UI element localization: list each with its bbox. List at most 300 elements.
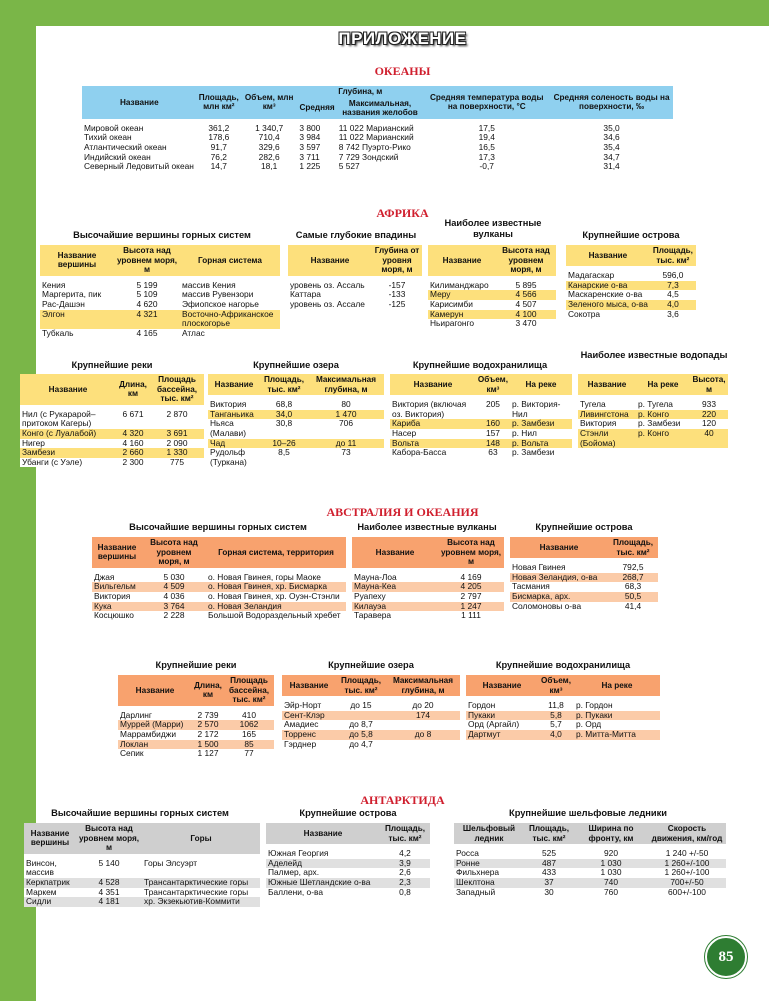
table-row bbox=[208, 410, 384, 420]
table-cell: Канарские о-ва bbox=[566, 281, 650, 291]
table-cell: Дартмут bbox=[466, 730, 538, 740]
table-row bbox=[208, 419, 384, 438]
table-cell: 5 895 bbox=[515, 279, 537, 290]
antarctica-shelves-table bbox=[454, 823, 726, 897]
page-title: ПРИЛОЖЕНИЕ bbox=[338, 29, 467, 48]
col-header: Название вершины bbox=[24, 823, 76, 854]
col-header: Название bbox=[118, 675, 192, 706]
table-cell: 91,7 bbox=[210, 141, 227, 152]
australia-reservoirs-table bbox=[466, 675, 660, 740]
col-header: Название вершины bbox=[40, 245, 114, 276]
section-title-africa: АФРИКА bbox=[376, 206, 429, 220]
table-cell: р. Пукаки bbox=[574, 711, 660, 721]
table-cell: 17,5 bbox=[478, 122, 495, 133]
table-cell: 14,7 bbox=[210, 161, 227, 172]
col-header: Название bbox=[510, 537, 608, 558]
table-cell: 4 528 bbox=[76, 878, 142, 888]
table-cell: 220 bbox=[690, 410, 728, 420]
col-header: Высота над уровнем моря, м bbox=[114, 245, 180, 276]
table-cell: 5 030 bbox=[163, 571, 185, 582]
table-cell: Мауна-Лоа bbox=[354, 571, 397, 582]
table-cell: Конго (с Луалабой) bbox=[20, 429, 116, 439]
table-row bbox=[428, 319, 556, 329]
col-header: Название bbox=[466, 675, 538, 696]
table-cell: Вильгельм bbox=[92, 582, 142, 592]
table-row bbox=[20, 458, 204, 468]
table-cell: 2 090 bbox=[166, 437, 188, 448]
antarctica-peaks-table bbox=[24, 823, 260, 907]
table-cell: 5 140 bbox=[98, 857, 120, 868]
table-row bbox=[24, 859, 260, 878]
col-header: Название вершины bbox=[92, 537, 142, 568]
table-row bbox=[390, 400, 572, 419]
table-cell: р. Виктория-Нил bbox=[512, 399, 561, 419]
table-cell: 4 100 bbox=[496, 310, 556, 320]
col-header: Название bbox=[578, 374, 636, 395]
col-header: Средняя bbox=[297, 98, 336, 119]
table-cell: до 4,7 bbox=[349, 738, 373, 749]
table-title: Крупнейшие водохранилища bbox=[495, 660, 631, 670]
table-cell: Насер bbox=[392, 427, 417, 438]
col-header: Название bbox=[566, 245, 650, 266]
table-cell: 85 bbox=[224, 740, 274, 750]
table-cell: 35,0 bbox=[603, 122, 620, 133]
table-cell bbox=[386, 740, 460, 750]
table-cell: 77 bbox=[244, 748, 254, 759]
table-cell: 1062 bbox=[224, 720, 274, 730]
col-header: Название bbox=[266, 823, 380, 844]
col-header: Площадь, тыс. км² bbox=[608, 537, 658, 558]
table-cell: 6 671 bbox=[122, 408, 144, 419]
col-header: На реке bbox=[510, 374, 572, 395]
table-title: Крупнейшие острова bbox=[299, 808, 397, 818]
table-cell: Руапеху bbox=[354, 590, 386, 601]
table-cell: 2 660 bbox=[116, 448, 150, 458]
table-cell: 17,3 bbox=[478, 151, 495, 162]
table-cell: 4 165 bbox=[136, 327, 158, 338]
col-header: Средняя соленость воды на поверхности, ‰ bbox=[550, 86, 673, 119]
table-cell: 63 bbox=[488, 447, 498, 458]
table-title: Крупнейшие озера bbox=[328, 660, 414, 670]
table-cell: 7 729 Зондский bbox=[338, 151, 399, 162]
table-cell: о. Новая Зеландия bbox=[206, 602, 346, 612]
table-row bbox=[390, 448, 572, 458]
table-cell: 933 bbox=[702, 399, 716, 410]
table-cell: 487 bbox=[524, 859, 574, 869]
table-cell: 1 030 bbox=[574, 859, 648, 869]
table-cell: Тугела bbox=[580, 399, 606, 410]
table-cell: 5 109 bbox=[136, 289, 158, 300]
table-cell: 2 570 bbox=[192, 720, 224, 730]
table-cell: 73 bbox=[341, 447, 351, 458]
table-cell: Виктория bbox=[580, 418, 617, 429]
col-header: Название bbox=[208, 374, 260, 395]
table-cell: о. Новая Гвинея, хр. Оуэн-Стэнли bbox=[208, 590, 340, 601]
table-cell: 11 022 Марианский bbox=[338, 122, 414, 133]
table-row bbox=[578, 429, 728, 448]
table-cell: Индийский океан bbox=[84, 151, 151, 162]
table-cell: Ронне bbox=[454, 859, 524, 869]
table-cell: 2 228 bbox=[163, 610, 185, 621]
table-cell: 3 984 bbox=[299, 132, 321, 143]
table-cell: Трансантарктические горы bbox=[142, 878, 260, 888]
table-cell: Сокотра bbox=[568, 308, 601, 319]
col-header: Площадь, тыс. км² bbox=[650, 245, 696, 266]
africa-islands-table bbox=[566, 245, 696, 319]
table-cell: 10–26 bbox=[260, 439, 308, 449]
table-title: Крупнейшие озера bbox=[253, 360, 339, 370]
table-cell: 4 181 bbox=[76, 897, 142, 907]
col-header: Глубина, м bbox=[297, 86, 423, 98]
table-cell: 5 527 bbox=[338, 161, 360, 172]
table-cell: 8,5 bbox=[278, 447, 290, 458]
table-row bbox=[266, 888, 430, 898]
table-cell: 1 127 bbox=[197, 748, 219, 759]
table-cell: Тубкаль bbox=[42, 327, 74, 338]
table-cell: Горы Элсуэрт bbox=[144, 857, 198, 868]
table-cell: 19,4 bbox=[478, 132, 495, 143]
table-row bbox=[566, 310, 696, 320]
table-cell: Ньяса (Малави) bbox=[210, 418, 246, 438]
table-cell: Сепик bbox=[120, 748, 144, 759]
col-header: Объем, млн км³ bbox=[241, 86, 297, 119]
col-header: Название bbox=[282, 675, 336, 696]
table-cell: -0,7 bbox=[479, 161, 494, 172]
table-title: Высочайшие вершины горных систем bbox=[51, 808, 229, 818]
australia-rivers-table bbox=[118, 675, 274, 759]
africa-waterfalls-table bbox=[578, 374, 728, 448]
table-cell: Новая Зеландия, о-ва bbox=[510, 573, 608, 583]
table-cell: р. Замбези bbox=[510, 419, 572, 429]
table-cell: массив Кения bbox=[182, 279, 236, 290]
table-cell: Кабора-Басса bbox=[392, 447, 447, 458]
table-cell: 1 340,7 bbox=[255, 122, 284, 133]
table-cell: Пукаки bbox=[466, 711, 538, 721]
table-cell: 1 330 bbox=[150, 448, 204, 458]
africa-rivers-table bbox=[20, 374, 204, 467]
table-row bbox=[40, 329, 280, 339]
table-cell: 2 739 bbox=[197, 709, 219, 720]
table-cell: 1 500 bbox=[192, 740, 224, 750]
table-cell: Ливингстона bbox=[578, 410, 636, 420]
table-cell: Килауэа bbox=[352, 602, 438, 612]
table-cell: Фильхнера bbox=[456, 867, 500, 878]
table-cell: 30,8 bbox=[275, 418, 293, 429]
table-cell: до 8,7 bbox=[349, 719, 373, 730]
table-cell: Большой Водораздельный хребет bbox=[208, 610, 341, 621]
col-header: Название bbox=[20, 374, 116, 405]
section-title-oceans: ОКЕАНЫ bbox=[374, 64, 431, 78]
table-title: Крупнейшие острова bbox=[535, 522, 633, 532]
table-cell: Аделейд bbox=[266, 859, 380, 869]
table-cell: 4 509 bbox=[142, 582, 206, 592]
table-cell: 706 bbox=[339, 418, 353, 429]
table-cell: Замбези bbox=[20, 448, 116, 458]
table-cell: Килиманджаро bbox=[430, 279, 489, 290]
table-cell: 205 bbox=[485, 399, 500, 410]
table-cell: 34,7 bbox=[603, 151, 620, 162]
table-cell: р. Нил bbox=[512, 427, 537, 438]
col-header: Название bbox=[428, 245, 496, 276]
col-header: Высота над уровнем моря, м bbox=[438, 537, 504, 568]
col-header: Высота над уровнем моря, м bbox=[496, 245, 556, 276]
table-cell: Чад bbox=[208, 439, 260, 449]
table-cell: Рудольф (Туркана) bbox=[210, 447, 247, 467]
table-title: Крупнейшие шельфовые ледники bbox=[509, 808, 667, 818]
table-cell: 174 bbox=[386, 711, 460, 721]
table-cell: 4 320 bbox=[116, 429, 150, 439]
table-cell: Керкпатрик bbox=[24, 878, 76, 888]
col-header: Высота над уровнем моря, м bbox=[142, 537, 206, 568]
africa-volcanoes-table bbox=[428, 245, 556, 329]
table-cell: 4,2 bbox=[399, 848, 411, 859]
africa-depressions-table bbox=[288, 245, 422, 310]
table-cell: 30 bbox=[544, 886, 554, 897]
table-cell: 282,6 bbox=[258, 151, 280, 162]
table-cell: Гордон bbox=[468, 700, 496, 711]
table-cell: Баллени, о-ва bbox=[268, 886, 324, 897]
col-header: Площадь, млн км² bbox=[197, 86, 241, 119]
table-cell: -157 bbox=[388, 279, 406, 290]
table-title: Самые глубокие впадины bbox=[295, 230, 417, 240]
table-cell: Маррамбиджи bbox=[120, 728, 177, 739]
col-header: Скорость движения, км/год bbox=[648, 823, 726, 844]
table-cell: 4,0 bbox=[650, 300, 696, 310]
table-cell: 920 bbox=[604, 848, 618, 859]
table-cell: 4,5 bbox=[667, 289, 679, 300]
section-title-australia: АВСТРАЛИЯ И ОКЕАНИЯ bbox=[326, 505, 479, 519]
table-cell: уровень оз. Ассале bbox=[290, 298, 365, 309]
antarctica-islands-table bbox=[266, 823, 430, 897]
table-cell: Каттара bbox=[290, 289, 321, 300]
section-title-antarctica: АНТАРКТИДА bbox=[360, 793, 445, 807]
table-row bbox=[282, 740, 460, 750]
table-cell: р. Митта-Митта bbox=[574, 730, 660, 740]
table-title: Крупнейшие острова bbox=[582, 230, 680, 240]
australia-volcanoes-table bbox=[352, 537, 504, 621]
table-cell: 1 260+/-100 bbox=[664, 867, 710, 878]
col-header: Высота над уровнем моря, м bbox=[76, 823, 142, 854]
table-cell: 4,0 bbox=[538, 730, 574, 740]
table-row bbox=[454, 888, 726, 898]
table-cell: Муррей (Марри) bbox=[118, 720, 192, 730]
table-cell: 1 247 bbox=[438, 602, 504, 612]
table-cell: Эфиопское нагорье bbox=[182, 298, 259, 309]
table-cell: р. Тугела bbox=[638, 399, 673, 410]
page-number-badge: 85 bbox=[705, 936, 747, 978]
table-cell: Атлас bbox=[182, 327, 205, 338]
table-cell: 4 160 bbox=[122, 437, 144, 448]
table-cell: Росса bbox=[456, 848, 479, 859]
table-cell: 68,8 bbox=[275, 399, 293, 410]
table-cell: 361,2 bbox=[208, 122, 230, 133]
table-cell: 4 351 bbox=[98, 886, 120, 897]
table-cell: Стэнли (Бойома) bbox=[578, 429, 636, 448]
table-cell: Виктория bbox=[94, 590, 131, 601]
table-cell: Палмер, арх. bbox=[268, 867, 320, 878]
table-cell: Зеленого мыса, о-ва bbox=[568, 298, 648, 309]
table-cell: 5,8 bbox=[538, 711, 574, 721]
oceans-table bbox=[82, 86, 673, 172]
col-header: Название bbox=[352, 537, 438, 568]
table-cell: массив Рувензори bbox=[182, 289, 254, 300]
table-cell: Торренс bbox=[282, 730, 336, 740]
table-cell: 433 bbox=[542, 867, 556, 878]
table-cell: 792,5 bbox=[622, 562, 644, 573]
table-cell: 3 800 bbox=[299, 122, 321, 133]
africa-lakes-table bbox=[208, 374, 384, 467]
table-cell: 410 bbox=[242, 709, 256, 720]
table-cell: о. Новая Гвинея, хр. Бисмарка bbox=[206, 582, 346, 592]
australia-peaks-table bbox=[92, 537, 346, 621]
table-cell: 1 225 bbox=[299, 161, 321, 172]
col-header: Название bbox=[288, 245, 372, 276]
table-cell: 4 507 bbox=[515, 298, 537, 309]
col-header: Ширина по фронту, км bbox=[574, 823, 648, 844]
table-cell: 5 199 bbox=[136, 279, 158, 290]
table-cell: 16,5 bbox=[478, 141, 495, 152]
col-header: Площадь, тыс. км² bbox=[260, 374, 308, 395]
table-cell: 120 bbox=[702, 418, 716, 429]
table-row bbox=[466, 730, 660, 740]
table-cell: Косцюшко bbox=[94, 610, 134, 621]
table-cell: Атлантический океан bbox=[84, 141, 167, 152]
table-cell: 18,1 bbox=[260, 161, 278, 172]
table-title: Высочайшие вершины горных систем bbox=[129, 522, 307, 532]
table-cell: Локлан bbox=[118, 740, 192, 750]
col-header: Шельфовый ледник bbox=[454, 823, 524, 844]
table-cell: Убанги (с Уэле) bbox=[22, 456, 83, 467]
col-header: На реке bbox=[636, 374, 690, 395]
col-header: Площадь, тыс. км² bbox=[524, 823, 574, 844]
table-cell: 740 bbox=[574, 878, 648, 888]
table-cell: Винсон, массив bbox=[26, 857, 57, 878]
table-cell: р. Конго bbox=[636, 429, 690, 448]
table-title: Крупнейшие реки bbox=[155, 660, 237, 670]
table-cell: Тихий океан bbox=[84, 132, 132, 143]
table-cell: Ньирагонго bbox=[430, 318, 475, 329]
table-cell: р. Вольта bbox=[510, 439, 572, 449]
table-cell: 68,3 bbox=[624, 581, 642, 592]
table-cell: Кука bbox=[92, 602, 142, 612]
table-cell: р. Орд bbox=[576, 719, 602, 730]
table-cell: 2,3 bbox=[380, 878, 430, 888]
col-header: Длина, км bbox=[116, 374, 150, 405]
table-title: Наиболее известные водопады bbox=[580, 350, 728, 360]
table-cell: 4 620 bbox=[136, 298, 158, 309]
table-cell: Маркем bbox=[26, 886, 57, 897]
africa-peaks-table bbox=[40, 245, 280, 338]
table-title: Крупнейшие реки bbox=[71, 360, 153, 370]
australia-islands-table bbox=[510, 537, 658, 611]
table-cell: Новая Гвинея bbox=[512, 562, 566, 573]
table-cell: Нил (с Рукарарой–притоком Кагеры) bbox=[22, 408, 96, 429]
table-cell: 8 742 Пуэрто-Рико bbox=[338, 141, 411, 152]
table-cell: 1 470 bbox=[308, 410, 384, 420]
table-cell: р. Замбези bbox=[512, 447, 555, 458]
table-cell: -133 bbox=[388, 289, 406, 300]
table-cell: Элгон bbox=[40, 310, 114, 329]
col-header: Максимальная, названия желобов bbox=[337, 98, 424, 119]
table-row bbox=[20, 410, 204, 429]
table-cell: 3 597 bbox=[299, 141, 321, 152]
table-cell: Эйр-Норт bbox=[284, 700, 322, 711]
table-cell: Джая bbox=[94, 571, 115, 582]
table-cell: до 15 bbox=[350, 700, 372, 711]
table-cell: Виктория bbox=[210, 399, 247, 410]
table-row bbox=[288, 300, 422, 310]
table-cell: Гэрднер bbox=[284, 738, 317, 749]
table-cell: 1 030 bbox=[600, 867, 622, 878]
australia-lakes-table bbox=[282, 675, 460, 749]
table-cell: Бисмарка, арх. bbox=[510, 592, 608, 602]
table-cell: до 5,8 bbox=[336, 730, 386, 740]
table-row bbox=[118, 749, 274, 759]
col-header: Максимальная глубина, м bbox=[386, 675, 460, 696]
table-row bbox=[40, 310, 280, 329]
table-title: Наиболее известные вулканы bbox=[357, 522, 497, 532]
table-cell: Южные Шетландские о-ва bbox=[266, 878, 380, 888]
table-cell: 4 205 bbox=[438, 582, 504, 592]
table-cell: Тасмания bbox=[512, 581, 550, 592]
table-cell: 148 bbox=[476, 439, 510, 449]
table-cell: 5,7 bbox=[550, 719, 562, 730]
table-title: Крупнейшие водохранилища bbox=[412, 360, 548, 370]
table-cell: 157 bbox=[485, 427, 500, 438]
table-cell: Виктория (включая оз. Виктория) bbox=[392, 399, 467, 419]
table-cell: 600+/-100 bbox=[668, 886, 706, 897]
table-cell: Соломоновы о-ва bbox=[512, 600, 582, 611]
table-cell: Восточно-Африканское плоскогорье bbox=[180, 310, 280, 329]
col-header: На реке bbox=[574, 675, 660, 696]
table-cell: 4 321 bbox=[114, 310, 180, 329]
table-row bbox=[24, 897, 260, 907]
table-cell: о. Новая Гвинея, горы Маоке bbox=[208, 571, 321, 582]
table-cell: 525 bbox=[542, 848, 556, 859]
table-cell: Кариба bbox=[390, 419, 476, 429]
table-cell: 710,4 bbox=[258, 132, 280, 143]
table-cell: Дарлинг bbox=[120, 709, 152, 720]
table-cell: Южная Георгия bbox=[268, 848, 329, 859]
col-header: Объем, км³ bbox=[538, 675, 574, 696]
africa-reservoirs-table bbox=[390, 374, 572, 458]
table-cell: 76,2 bbox=[210, 151, 227, 162]
table-cell: 268,7 bbox=[608, 573, 658, 583]
col-header: Горы bbox=[142, 823, 260, 854]
table-cell: 760 bbox=[604, 886, 618, 897]
table-cell: р. Замбези bbox=[638, 418, 681, 429]
col-header: Название bbox=[390, 374, 476, 395]
table-cell: 4 566 bbox=[496, 290, 556, 300]
table-cell: 80 bbox=[341, 399, 351, 410]
table-title: Наиболее известные вулканы bbox=[444, 218, 542, 239]
table-cell: 37 bbox=[524, 878, 574, 888]
table-cell: хр. Экзекьютив-Коммити bbox=[142, 897, 260, 907]
table-cell: Карисимби bbox=[430, 298, 473, 309]
table-title: Высочайшие вершины горных систем bbox=[73, 230, 251, 240]
col-header: Глубина от уровня моря, м bbox=[372, 245, 422, 276]
table-cell: р. Гордон bbox=[576, 700, 613, 711]
table-cell: 3 764 bbox=[142, 602, 206, 612]
table-cell: 34,0 bbox=[260, 410, 308, 420]
table-row bbox=[466, 701, 660, 711]
table-cell: 50,5 bbox=[608, 592, 658, 602]
col-header: Название bbox=[82, 86, 197, 119]
table-cell: 31,4 bbox=[603, 161, 620, 172]
table-cell: р. Конго bbox=[636, 410, 690, 420]
table-cell: 700+/-50 bbox=[648, 878, 726, 888]
table-cell: Мауна-Кеа bbox=[352, 582, 438, 592]
